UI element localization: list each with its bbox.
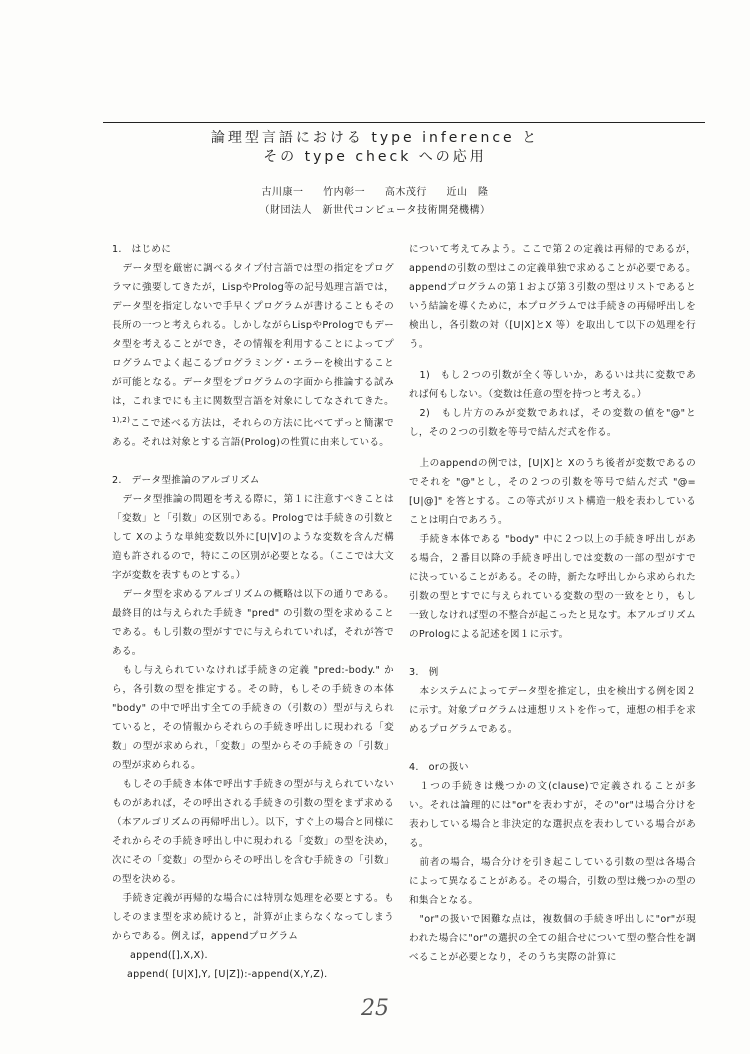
section-4-paragraph-2: 前者の場合，場合分けを引き起こしている引数の型は各場合によって異なることがある。その場合，引数の型は幾つかの型の和集合となる。 [409,857,696,906]
author-2: 竹内彰一 [323,187,366,198]
paper-title-line1: 論理型言語における type inference と [210,130,540,146]
code-line-2: append( [U|X],Y, [U|Z]):-append(X,Y,Z). [127,969,328,980]
right-paragraph-2: 上のappendの例では，[U|X]と Xのうち後者が変数であるのでそれを "@"とし，その２つの引数を等号で結んだ式 "@=[U|@]" を答とする。この等式がリスト構造一般を表わしていることは明白であろう。 [409,458,696,526]
author-list [0,183,750,198]
section-3-heading: 3. 例 [409,667,439,678]
list-item-2: 2) もし片方のみが変数であれば，その変数の値を"@"とし，その２つの引数を等号で結んだ式を作る。 [409,408,696,438]
author-4: 近山 隆 [446,187,489,198]
right-paragraph-3: 手続き本体である "body" 中に２つ以上の手続き呼出しがある場合，２番目以降の手続き呼出しでは変数の一部の型がすでに決っていることがある。その時，新たな呼出しから求められた引数の型とすでに与えられている変数の型の一致をとり，もし一致しなければ型の不整合が起こったと見なす。本アルゴリズムのPrologによる記述を図１に示す。 [409,534,696,640]
list-item-1: 1) もし２つの引数が全く等しいか，あるいは共に変数であれば何もしない。（変数は任意の型を持つと考える。） [409,370,696,400]
right-paragraph-1: について考えてみよう。ここで第２の定義は再帰的であるが，appendの引数の型はこの定義単独で求めることが必要である。appendプログラムの第１および第３引数の型はリストであるという結論を導くために，本プログラムでは手続きの再帰呼出しを検出し，各引数の対（[U|X]とX 等）を取出して以下の処理を行う。 [409,244,696,350]
section-1-text-cont: ここで述べる方法は，それらの方法に比べてずっと簡潔である。それは対象とする言語(Prolog)の性質に由来している。 [112,418,394,448]
paper-title-line2: その type check への応用 [263,149,487,165]
section-4-heading: 4. orの扱い [409,762,469,773]
section-2-paragraph-5: 手続き定義が再帰的な場合には特別な処理を必要とする。もしそのまま型を求め続けると，計算が止まらなくなってしまうからである。例えば，appendプログラム [112,893,394,942]
section-2-paragraph-2: データ型を求めるアルゴリズムの概略は以下の通りである。最終目的は与えられた手続き "pred" の引数の型を求めることである。もし引数の型がすでに与えられていれば，それが答である。 [112,589,394,657]
section-1-heading: 1. はじめに [112,244,172,255]
left-column [112,240,394,984]
section-2-paragraph-3: もし与えられていなければ手続きの定義 "pred:-body." から，各引数の型を推定する。その時，もしその手続きの本体 "body" の中で呼出す全ての手続きの（引数の）型が与えられていると，その情報からそれらの手続き呼出しに現われる「変数」の型が求められ，「変数」の型からその手続きの「引数」の型が求められる。 [112,665,394,771]
author-1: 古川康一 [261,187,304,198]
code-line-1: append([],X,X). [130,950,208,961]
affiliation: （財団法人 新世代コンピュータ技術開発機構） [259,205,491,216]
right-column [409,240,696,967]
citation-ref: 1),2) [112,416,131,424]
page-number: 25 [361,996,389,1021]
author-3: 高木茂行 [384,187,427,198]
section-4-paragraph-3: "or"の扱いで困難な点は，複数個の手続き呼出しに"or"が現われた場合に"or"の選択の全ての組合せについて型の整合性を調べることが必要となり，そのうち実際の計算に [409,914,696,963]
section-3-paragraph: 本システムによってデータ型を推定し，虫を検出する例を図２に示す。対象プログラムは連想リストを作って，連想の相手を求めるプログラムである。 [409,686,696,735]
section-1-paragraph [112,259,394,452]
section-1-text: データ型を厳密に調べるタイプ付言語では型の指定をプログラマに強要してきたが，LispやProlog等の記号処理言語では，データ型を指定しないで手早くプログラムが書けることもその長所の一つと考えられる。しかしながらLispやPrologでもデータ型を考えることができ，その情報を利用することによってプログラムでよく起こるプログラミング・エラーを検出することが可能となる。データ型をプログラムの字面から推論する試みは，これまでにも主に関数型言語を対象にしてなされてきた。 [112,263,394,407]
section-2-paragraph-1: データ型推論の問題を考える際に，第１に注意すべきことは「変数」と「引数」の区別である。Prologでは手続きの引数として Xのような単純変数以外に[U|V]のような変数を含んだ構造も許されるので，特にこの区別が必要となる。（ここでは大文字が変数を表すものとする。） [112,494,394,581]
section-2-heading: 2. データ型推論のアルゴリズム [112,475,260,486]
title-rule [103,122,705,123]
section-4-paragraph-1: １つの手続きは幾つかの文(clause)で定義されることが多い。それは論理的には"or"を表わすが，その"or"は場合分けを表わしている場合と非決定的な選択点を表わしている場合がある。 [409,781,696,849]
section-2-paragraph-4: もしその手続き本体で呼出す手続きの型が与えられていないものがあれば，その呼出される手続きの引数の型をまず求める（本アルゴリズムの再帰呼出し）。以下，すぐ上の場合と同様にそれからその手続き呼出し中に現われる「変数」の型を決め，次にその「変数」の型からその呼出しを含む手続きの「引数」の型を決める。 [112,779,394,885]
